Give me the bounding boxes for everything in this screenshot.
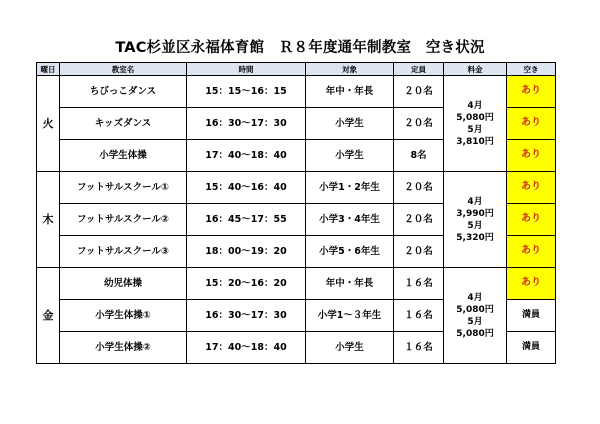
table-row — [37, 172, 556, 204]
fee-line: 5月 — [467, 220, 483, 231]
col-header-class: 教室名 — [60, 63, 187, 76]
class-name-cell: キッズダンス — [60, 108, 187, 140]
col-header-availability: 空き — [507, 63, 556, 76]
col-header-day: 曜日 — [37, 63, 60, 76]
class-name-cell: ちびっこダンス — [60, 76, 187, 108]
target-cell: 年中・年長 — [306, 76, 394, 108]
availability-badge: あり — [507, 268, 556, 300]
class-name-cell: 小学生体操 — [60, 140, 187, 172]
day-cell: 金 — [37, 268, 60, 364]
class-name-cell: フットサルスクール① — [60, 172, 187, 204]
target-cell: 年中・年長 — [306, 268, 394, 300]
fee-line: 5月 — [467, 124, 483, 135]
time-cell: 16：30〜17：30 — [187, 300, 306, 332]
fee-cell — [444, 268, 507, 364]
capacity-cell: ２０名 — [394, 204, 444, 236]
table-row — [37, 76, 556, 108]
time-cell: 15：40〜16：40 — [187, 172, 306, 204]
col-header-capacity: 定員 — [394, 63, 444, 76]
class-name-cell: フットサルスクール③ — [60, 236, 187, 268]
availability-badge: あり — [507, 236, 556, 268]
fee-line: 4月 — [467, 196, 483, 207]
availability-badge: あり — [507, 108, 556, 140]
time-cell: 15：15〜16：15 — [187, 76, 306, 108]
target-cell: 小学生 — [306, 332, 394, 364]
fee-cell — [444, 76, 507, 172]
fee-line: 5,320円 — [456, 232, 494, 243]
capacity-cell: １６名 — [394, 300, 444, 332]
target-cell: 小学生 — [306, 108, 394, 140]
day-cell: 木 — [37, 172, 60, 268]
class-name-cell: 幼児体操 — [60, 268, 187, 300]
time-cell: 16：45〜17：55 — [187, 204, 306, 236]
target-cell: 小学生 — [306, 140, 394, 172]
availability-badge: あり — [507, 172, 556, 204]
time-cell: 16：30〜17：30 — [187, 108, 306, 140]
fee-line: 4月 — [467, 292, 483, 303]
capacity-cell: １６名 — [394, 268, 444, 300]
page-title: TAC杉並区永福体育館 Ｒ８年度通年制教室 空き状況 — [115, 40, 485, 56]
table-row — [37, 268, 556, 300]
class-name-cell: フットサルスクール② — [60, 204, 187, 236]
capacity-cell: ２０名 — [394, 236, 444, 268]
target-cell: 小学3・4年生 — [306, 204, 394, 236]
capacity-cell: ２０名 — [394, 76, 444, 108]
target-cell: 小学1・2年生 — [306, 172, 394, 204]
col-header-target: 対象 — [306, 63, 394, 76]
class-name-cell: 小学生体操① — [60, 300, 187, 332]
fee-line: 5月 — [467, 316, 483, 327]
capacity-cell: ２０名 — [394, 108, 444, 140]
fee-line: 5,080円 — [456, 304, 494, 315]
col-header-fee: 料金 — [444, 63, 507, 76]
availability-badge: 満員 — [507, 332, 556, 364]
col-header-time: 時間 — [187, 63, 306, 76]
time-cell: 18：00〜19：20 — [187, 236, 306, 268]
fee-line: 5,080円 — [456, 328, 494, 339]
target-cell: 小学1〜３年生 — [306, 300, 394, 332]
availability-badge: あり — [507, 140, 556, 172]
schedule-table — [36, 62, 556, 364]
time-cell: 17：40〜18：40 — [187, 332, 306, 364]
fee-line: 3,990円 — [456, 208, 494, 219]
fee-line: 3,810円 — [456, 136, 494, 147]
capacity-cell: １６名 — [394, 332, 444, 364]
time-cell: 17：40〜18：40 — [187, 140, 306, 172]
availability-badge: 満員 — [507, 300, 556, 332]
day-cell: 火 — [37, 76, 60, 172]
class-name-cell: 小学生体操② — [60, 332, 187, 364]
fee-line: 5,080円 — [456, 112, 494, 123]
capacity-cell: ２０名 — [394, 172, 444, 204]
target-cell: 小学5・6年生 — [306, 236, 394, 268]
availability-badge: あり — [507, 76, 556, 108]
time-cell: 15：20〜16：20 — [187, 268, 306, 300]
fee-line: 4月 — [467, 100, 483, 111]
availability-badge: あり — [507, 204, 556, 236]
capacity-cell: 8名 — [394, 140, 444, 172]
fee-cell — [444, 172, 507, 268]
header-row — [37, 63, 556, 76]
